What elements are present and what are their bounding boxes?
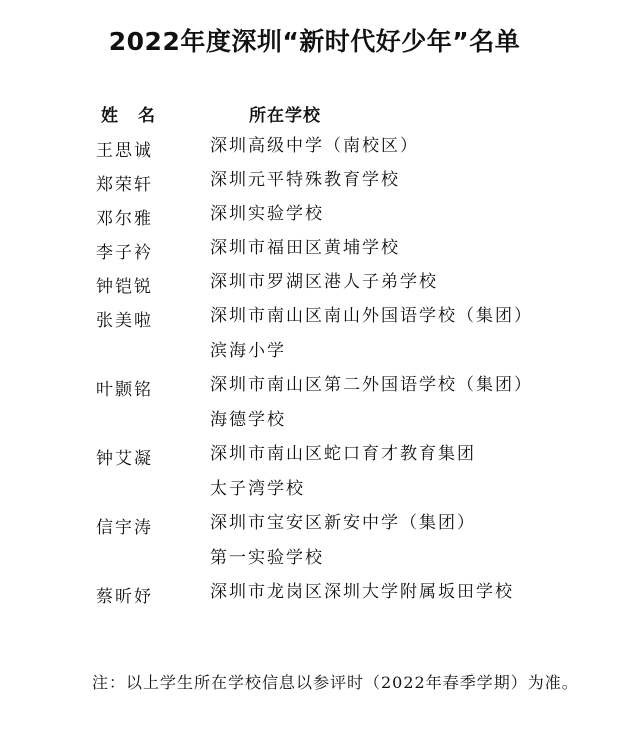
student-name: 信宇涛 (96, 518, 153, 538)
school-line: 深圳市罗湖区港人子弟学校 (210, 272, 438, 292)
student-school (210, 265, 438, 300)
page-title: 2022年度深圳“新时代好少年”名单 (108, 27, 521, 56)
student-name: 钟艾凝 (96, 449, 153, 469)
list-item (0, 513, 629, 582)
student-name: 王思诚 (96, 141, 153, 161)
footnote: 注：以上学生所在学校信息以参评时（2022年春季学期）为准。 (92, 673, 579, 692)
school-line: 深圳元平特殊教育学校 (210, 170, 400, 190)
student-school (210, 575, 514, 610)
school-line: 滨海小学 (210, 341, 286, 361)
student-school (210, 231, 400, 266)
student-school (210, 437, 476, 507)
school-line: 第一实验学校 (210, 548, 324, 568)
school-line: 深圳实验学校 (210, 204, 324, 224)
school-line: 深圳市南山区蛇口育才教育集团 (210, 444, 476, 464)
school-line: 深圳市南山区南山外国语学校（集团） (210, 306, 533, 326)
student-name: 郑荣轩 (96, 175, 153, 195)
student-name: 张美啦 (96, 311, 153, 331)
student-school (210, 299, 533, 369)
column-header-school: 所在学校 (249, 106, 321, 126)
student-name: 蔡昕妤 (96, 587, 153, 607)
school-line: 海德学校 (210, 410, 286, 430)
list-item (0, 375, 629, 444)
student-list (0, 136, 629, 616)
list-item (0, 306, 629, 375)
student-school (210, 506, 476, 576)
student-school (210, 368, 533, 438)
student-name: 钟铠锐 (96, 277, 153, 297)
student-school (210, 163, 400, 198)
school-line: 深圳高级中学（南校区） (210, 136, 419, 156)
school-line: 深圳市南山区第二外国语学校（集团） (210, 375, 533, 395)
student-name: 邓尔雅 (96, 209, 153, 229)
list-item (0, 582, 629, 616)
student-school (210, 197, 324, 232)
school-line: 深圳市龙岗区深圳大学附属坂田学校 (210, 582, 514, 602)
school-line: 太子湾学校 (210, 479, 305, 499)
student-name: 李子衿 (96, 243, 153, 263)
column-header-name: 姓名 (101, 106, 175, 126)
school-line: 深圳市福田区黄埔学校 (210, 238, 400, 258)
list-item (0, 444, 629, 513)
school-line: 深圳市宝安区新安中学（集团） (210, 513, 476, 533)
student-school (210, 129, 419, 164)
student-name: 叶颢铭 (96, 380, 153, 400)
